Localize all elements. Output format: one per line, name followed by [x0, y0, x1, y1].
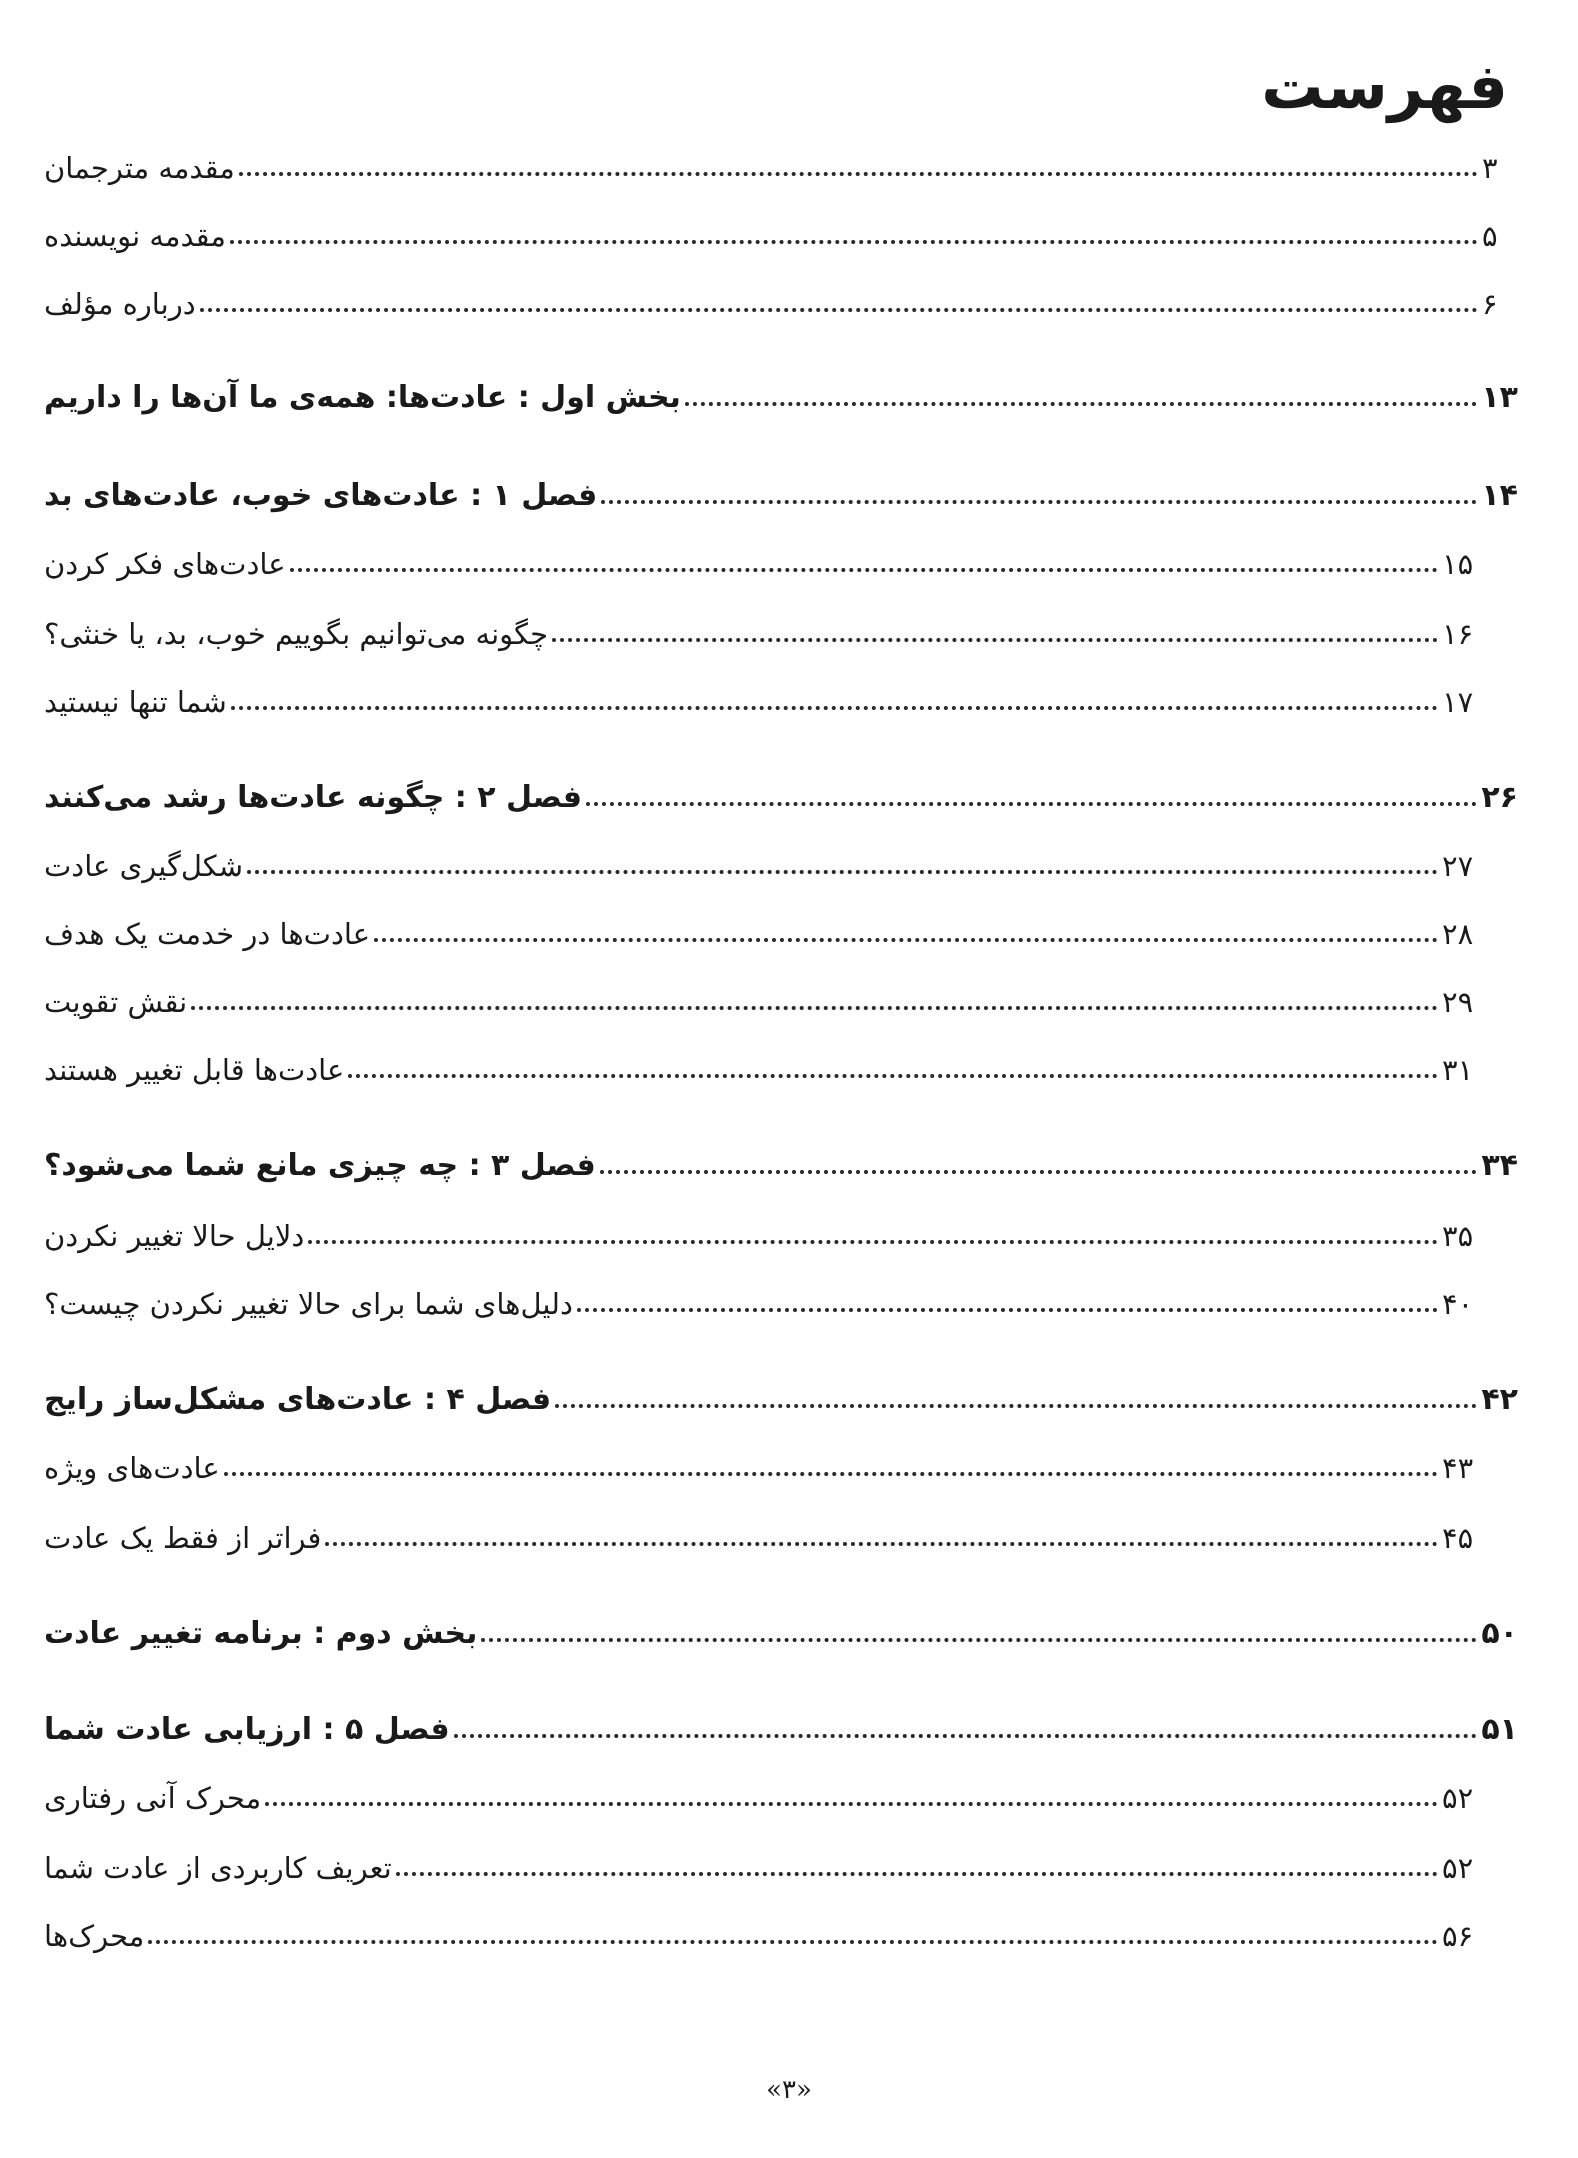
dot-leader — [191, 1006, 1438, 1010]
dot-leader — [555, 1404, 1477, 1408]
toc-entry-title: فصل ۱ : عادت‌های خوب، عادت‌های بد — [44, 478, 598, 513]
toc-entry-title: درباره مؤلف — [44, 287, 196, 321]
dot-leader — [247, 870, 1438, 874]
toc-entry-page: ۲۹ — [1442, 985, 1474, 1019]
dot-leader — [308, 1240, 1438, 1244]
toc-subentry[interactable] — [40, 1838, 1478, 1888]
toc-entry-page: ۵۰ — [1481, 1616, 1518, 1651]
toc-chapter-heading[interactable] — [40, 1136, 1518, 1186]
toc-entry-page: ۳ — [1482, 151, 1498, 185]
dot-leader — [552, 638, 1438, 642]
toc-entry-title: فصل ۴ : عادت‌های مشکل‌ساز رایج — [44, 1382, 552, 1417]
toc-entry[interactable] — [40, 206, 1518, 256]
toc-entry-title: چگونه می‌توانیم بگوییم خوب، بد، یا خنثی؟ — [44, 617, 549, 651]
toc-entry-page: ۴۰ — [1442, 1287, 1474, 1321]
toc-subentry[interactable] — [40, 1508, 1478, 1558]
toc-chapter-heading[interactable] — [40, 1700, 1518, 1750]
toc-entry-page: ۱۴ — [1481, 478, 1518, 513]
toc-subentry[interactable] — [40, 1768, 1478, 1818]
toc-entry-page: ۲۷ — [1442, 849, 1474, 883]
toc-entry-title: شما تنها نیستید — [44, 685, 227, 719]
toc-entry-page: ۱۶ — [1442, 617, 1474, 651]
page-number: «۳» — [766, 2075, 812, 2105]
toc-entry-title: فصل ۵ : ارزیابی عادت شما — [44, 1712, 450, 1747]
toc-subentry[interactable] — [40, 1040, 1478, 1090]
toc-subentry[interactable] — [40, 1274, 1478, 1324]
toc-entry-title: فصل ۳ : چه چیزی مانع شما می‌شود؟ — [44, 1148, 596, 1183]
toc-entry-title: تعریف کاربردی از عادت شما — [44, 1851, 392, 1885]
toc-entry-title: نقش تقویت — [44, 985, 188, 1019]
toc-subentry[interactable] — [40, 904, 1478, 954]
dot-leader — [685, 402, 1478, 406]
dot-leader — [601, 500, 1477, 504]
toc-entry-page: ۳۴ — [1481, 1148, 1518, 1183]
toc-section-heading[interactable] — [40, 368, 1518, 418]
toc-entry-title: فصل ۲ : چگونه عادت‌ها رشد می‌کنند — [44, 780, 582, 815]
dot-leader — [374, 938, 1438, 942]
toc-entry-title: شکل‌گیری عادت — [44, 849, 244, 883]
toc-subentry[interactable] — [40, 1206, 1478, 1256]
dot-leader — [454, 1734, 1478, 1738]
toc-entry-page: ۴۵ — [1442, 1521, 1474, 1555]
toc-subentry[interactable] — [40, 1438, 1478, 1488]
toc-chapter-heading[interactable] — [40, 768, 1518, 818]
toc-entry-title: مقدمه مترجمان — [44, 151, 235, 185]
toc-entry-title: بخش دوم : برنامه تغییر عادت — [44, 1616, 478, 1651]
toc-subentry[interactable] — [40, 604, 1478, 654]
dot-leader — [265, 1802, 1438, 1806]
dot-leader — [600, 1170, 1478, 1174]
dot-leader — [230, 240, 1478, 244]
toc-entry-title: عادت‌های فکر کردن — [44, 547, 286, 581]
toc-entry-title: بخش اول : عادت‌ها: همه‌ی ما آن‌ها را داریم — [44, 380, 681, 415]
toc-entry-page: ۱۷ — [1442, 685, 1474, 719]
toc-entry-page: ۵۶ — [1442, 1919, 1474, 1953]
toc-entry-page: ۵۲ — [1442, 1851, 1474, 1885]
toc-subentry[interactable] — [40, 672, 1478, 722]
toc-entry[interactable] — [40, 274, 1518, 324]
dot-leader — [224, 1472, 1438, 1476]
toc-entry-page: ۵۱ — [1481, 1712, 1518, 1747]
toc-entry-page: ۴۳ — [1442, 1451, 1474, 1485]
toc-entry-page: ۲۶ — [1481, 780, 1518, 815]
toc-entry-title: محرک‌ها — [44, 1919, 145, 1953]
toc-entry-title: فراتر از فقط یک عادت — [44, 1521, 322, 1555]
dot-leader — [290, 568, 1438, 572]
toc-chapter-heading[interactable] — [40, 466, 1518, 516]
page-title: فهرست — [1261, 50, 1508, 123]
toc-entry-page: ۳۵ — [1442, 1219, 1474, 1253]
dot-leader — [200, 308, 1478, 312]
toc-entry-page: ۲۸ — [1442, 917, 1474, 951]
toc-subentry[interactable] — [40, 836, 1478, 886]
dot-leader — [577, 1308, 1438, 1312]
toc-entry-page: ۱۵ — [1442, 547, 1474, 581]
toc-entry-page: ۴۲ — [1481, 1382, 1518, 1417]
dot-leader — [586, 802, 1477, 806]
toc-entry-title: دلایل حالا تغییر نکردن — [44, 1219, 305, 1253]
toc-entry-title: عادت‌ها در خدمت یک هدف — [44, 917, 371, 951]
toc-subentry[interactable] — [40, 972, 1478, 1022]
toc-entry-title: مقدمه نویسنده — [44, 219, 226, 253]
dot-leader — [325, 1542, 1438, 1546]
dot-leader — [481, 1638, 1477, 1642]
toc-subentry[interactable] — [40, 534, 1478, 584]
toc-entry-title: عادت‌های ویژه — [44, 1451, 220, 1485]
toc-chapter-heading[interactable] — [40, 1370, 1518, 1420]
dot-leader — [348, 1074, 1438, 1078]
dot-leader — [148, 1940, 1438, 1944]
toc-subentry[interactable] — [40, 1906, 1478, 1956]
toc-section-heading[interactable] — [40, 1604, 1518, 1654]
dot-leader — [231, 706, 1438, 710]
toc-entry-title: محرک آنی رفتاری — [44, 1781, 262, 1815]
dot-leader — [239, 172, 1478, 176]
toc-entry-title: دلیل‌های شما برای حالا تغییر نکردن چیست؟ — [44, 1287, 573, 1321]
toc-entry-page: ۳۱ — [1442, 1053, 1474, 1087]
toc-entry[interactable] — [40, 138, 1518, 188]
dot-leader — [396, 1872, 1438, 1876]
toc-entry-title: عادت‌ها قابل تغییر هستند — [44, 1053, 345, 1087]
toc-entry-page: ۶ — [1482, 287, 1498, 321]
toc-entry-page: ۱۳ — [1481, 380, 1518, 415]
toc-entry-page: ۵ — [1482, 219, 1498, 253]
toc-entry-page: ۵۲ — [1442, 1781, 1474, 1815]
